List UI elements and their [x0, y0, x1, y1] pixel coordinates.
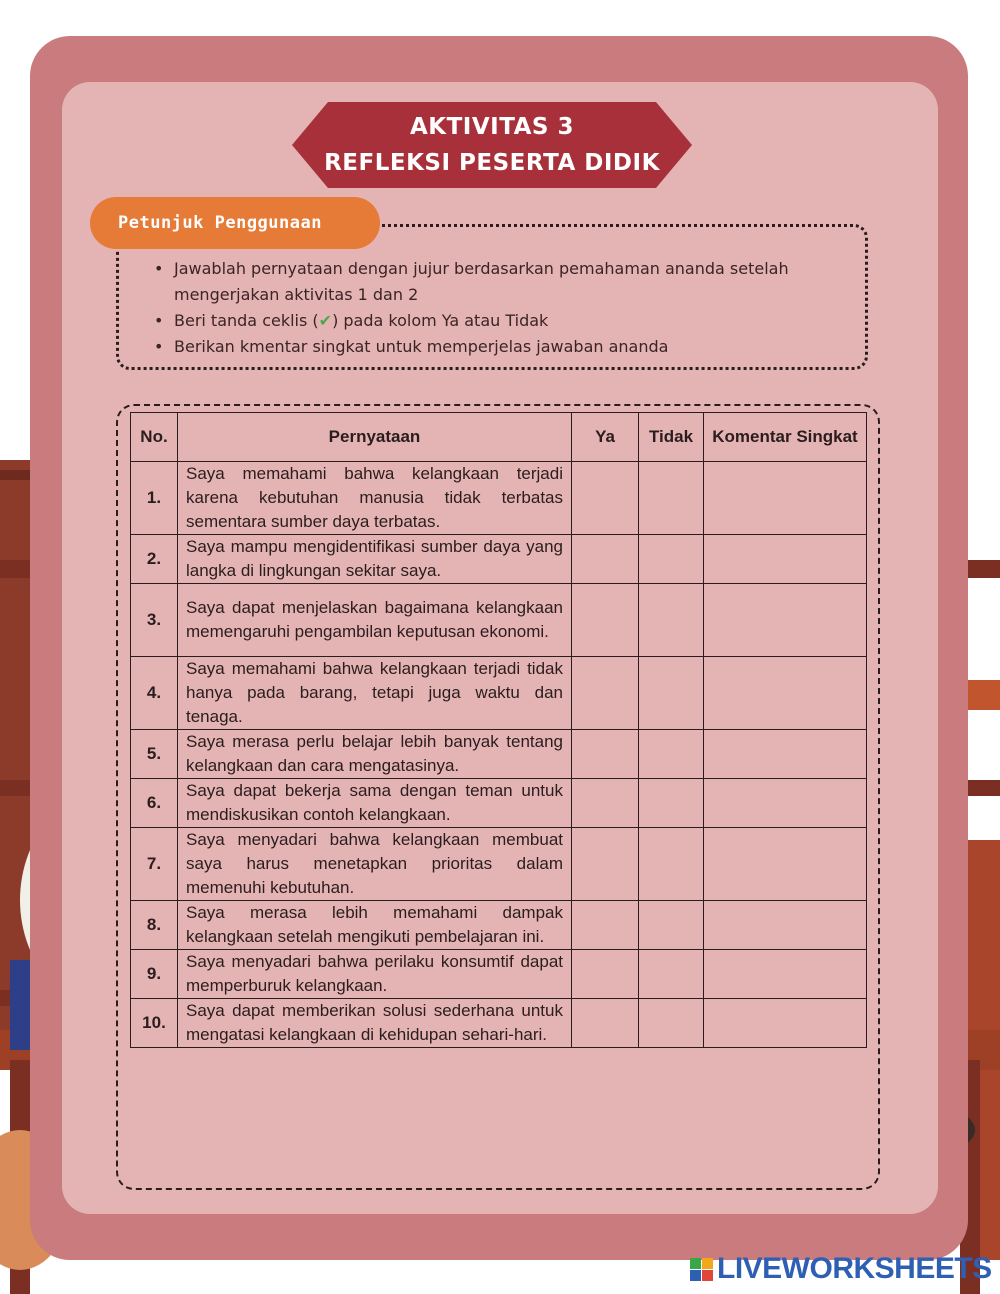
instructions-heading: Petunjuk Penggunaan: [90, 197, 380, 249]
comment-cell[interactable]: [704, 950, 867, 999]
row-number: 1.: [131, 462, 178, 535]
comment-cell[interactable]: [704, 535, 867, 584]
row-number: 4.: [131, 657, 178, 730]
row-statement: Saya merasa lebih memahami dampak kelangkaan setelah mengikuti pembelajaran ini.: [178, 901, 572, 950]
comment-cell[interactable]: [704, 999, 867, 1048]
header-no: No.: [131, 413, 178, 462]
header-no-col: Tidak: [639, 413, 704, 462]
row-number: 6.: [131, 779, 178, 828]
row-statement: Saya dapat menjelaskan bagaimana kelangkaan memengaruhi pengambilan keputusan ekonomi.: [178, 584, 572, 657]
row-statement: Saya menyadari bahwa kelangkaan membuat saya harus menetapkan prioritas dalam memenuhi kebutuhan.: [178, 828, 572, 901]
table-row: [131, 657, 867, 730]
table-row: [131, 462, 867, 535]
comment-cell[interactable]: [704, 462, 867, 535]
title-line-2: REFLEKSI PESERTA DIDIK: [324, 150, 660, 176]
yes-cell[interactable]: [572, 535, 639, 584]
instruction-item: [154, 334, 864, 360]
instruction-text: Jawablah pernyataan dengan jujur berdasarkan pemahaman ananda setelah mengerjakan aktivitas 1 dan 2: [174, 259, 789, 304]
header-yes: Ya: [572, 413, 639, 462]
no-cell[interactable]: [639, 535, 704, 584]
instructions-list: [154, 256, 864, 360]
no-cell[interactable]: [639, 730, 704, 779]
yes-cell[interactable]: [572, 730, 639, 779]
instruction-item: [154, 256, 864, 308]
row-number: 3.: [131, 584, 178, 657]
logo-text: LIVEWORKSHEETS: [717, 1252, 992, 1285]
logo-mark-icon: [690, 1258, 713, 1281]
table-row: [131, 779, 867, 828]
row-statement: Saya memahami bahwa kelangkaan terjadi tidak hanya pada barang, tetapi juga waktu dan tenaga.: [178, 657, 572, 730]
comment-cell[interactable]: [704, 828, 867, 901]
title-banner: [292, 102, 692, 188]
row-statement: Saya dapat bekerja sama dengan teman untuk mendiskusikan contoh kelangkaan.: [178, 779, 572, 828]
row-number: 2.: [131, 535, 178, 584]
no-cell[interactable]: [639, 828, 704, 901]
yes-cell[interactable]: [572, 462, 639, 535]
title-line-1: AKTIVITAS 3: [409, 114, 574, 140]
bullet-icon: •: [154, 311, 164, 330]
instruction-text: Beri tanda ceklis (: [174, 311, 319, 330]
header-statement: Pernyataan: [178, 413, 572, 462]
no-cell[interactable]: [639, 584, 704, 657]
liveworksheets-logo: [690, 1252, 992, 1286]
yes-cell[interactable]: [572, 950, 639, 999]
comment-cell[interactable]: [704, 901, 867, 950]
table-row: [131, 901, 867, 950]
row-statement: Saya mampu mengidentifikasi sumber daya yang langka di lingkungan sekitar saya.: [178, 535, 572, 584]
reflection-table: [130, 412, 867, 1048]
yes-cell[interactable]: [572, 657, 639, 730]
instruction-text-suffix: ) pada kolom Ya atau Tidak: [332, 311, 549, 330]
no-cell[interactable]: [639, 950, 704, 999]
check-icon: ✔: [318, 311, 333, 330]
comment-cell[interactable]: [704, 779, 867, 828]
table-row: [131, 828, 867, 901]
bullet-icon: •: [154, 259, 164, 278]
table-row: [131, 535, 867, 584]
comment-cell[interactable]: [704, 584, 867, 657]
instruction-text: Berikan kmentar singkat untuk memperjelas jawaban ananda: [174, 337, 669, 356]
row-statement: Saya menyadari bahwa perilaku konsumtif dapat memperburuk kelangkaan.: [178, 950, 572, 999]
comment-cell[interactable]: [704, 657, 867, 730]
yes-cell[interactable]: [572, 779, 639, 828]
table-row: [131, 730, 867, 779]
yes-cell[interactable]: [572, 901, 639, 950]
comment-cell[interactable]: [704, 730, 867, 779]
title-text: [292, 102, 692, 188]
table-row: [131, 999, 867, 1048]
table-row: [131, 950, 867, 999]
row-number: 10.: [131, 999, 178, 1048]
yes-cell[interactable]: [572, 584, 639, 657]
no-cell[interactable]: [639, 901, 704, 950]
row-number: 9.: [131, 950, 178, 999]
yes-cell[interactable]: [572, 828, 639, 901]
row-statement: Saya memahami bahwa kelangkaan terjadi karena kebutuhan manusia tidak terbatas sementara sumber daya terbatas.: [178, 462, 572, 535]
yes-cell[interactable]: [572, 999, 639, 1048]
no-cell[interactable]: [639, 999, 704, 1048]
no-cell[interactable]: [639, 657, 704, 730]
no-cell[interactable]: [639, 462, 704, 535]
instruction-item: [154, 308, 864, 334]
row-number: 8.: [131, 901, 178, 950]
table-row: [131, 584, 867, 657]
row-number: 5.: [131, 730, 178, 779]
row-statement: Saya merasa perlu belajar lebih banyak tentang kelangkaan dan cara mengatasinya.: [178, 730, 572, 779]
row-number: 7.: [131, 828, 178, 901]
table-header-row: [131, 413, 867, 462]
header-comment: Komentar Singkat: [704, 413, 867, 462]
row-statement: Saya dapat memberikan solusi sederhana untuk mengatasi kelangkaan di kehidupan sehari-hari.: [178, 999, 572, 1048]
no-cell[interactable]: [639, 779, 704, 828]
bullet-icon: •: [154, 337, 164, 356]
